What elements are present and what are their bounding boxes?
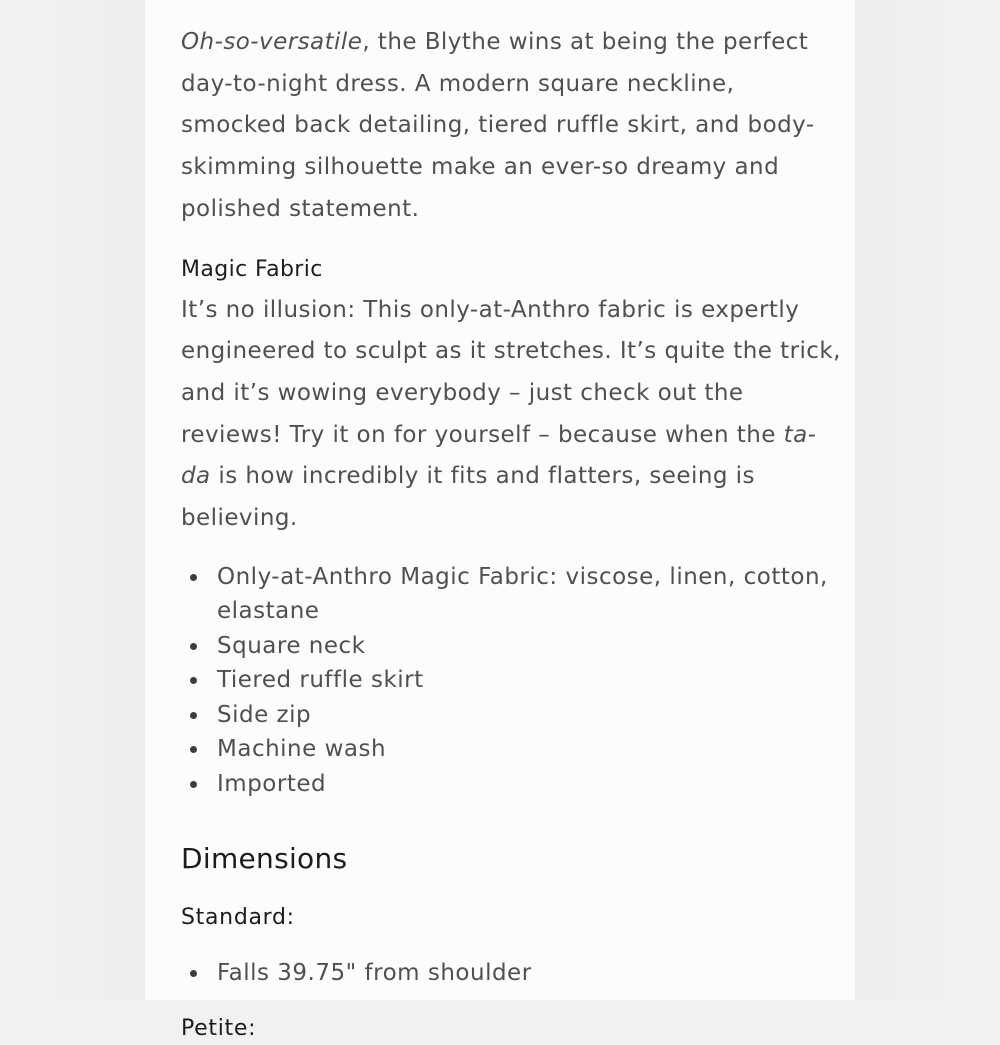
feature-item <box>181 663 841 698</box>
feature-item <box>181 732 841 767</box>
magic-fabric-heading: Magic Fabric <box>181 256 323 282</box>
feature-item-text: Square neck <box>217 632 366 659</box>
bullet-dot <box>190 781 197 788</box>
features-list <box>181 560 841 802</box>
bullet-dot <box>190 574 197 581</box>
bullet-dot <box>190 746 197 753</box>
feature-item <box>181 767 841 802</box>
bullet-dot <box>190 970 197 977</box>
description-intro-italic: Oh-so-versatile <box>181 29 363 55</box>
standard-label: Standard: <box>181 905 295 931</box>
feature-item <box>181 560 841 629</box>
standard-dimensions-list <box>181 956 841 990</box>
background-right <box>855 0 1000 1000</box>
magic-fabric-paragraph <box>181 290 841 540</box>
feature-item-text: Tiered ruffle skirt <box>217 667 424 694</box>
bullet-dot <box>190 712 197 719</box>
bullet-dot <box>190 643 197 650</box>
magic-fabric-italic: ta-da <box>181 421 817 490</box>
feature-item-text: Imported <box>217 770 327 797</box>
feature-item-text: Only-at-Anthro Magic Fabric: viscose, linen, cotton, elastane <box>217 563 828 625</box>
magic-fabric-text-1: It’s no illusion: This only-at-Anthro fabric is expertly engineered to sculpt as it stretches. It’s quite the trick, and it’s wowing everybody – just check out the reviews! Try it on for yourself – because when the <box>181 296 841 448</box>
magic-fabric-text-2: is how incredibly it fits and flatters, seeing is believing. <box>181 463 755 532</box>
dimensions-title: Dimensions <box>181 842 348 876</box>
feature-item <box>181 629 841 664</box>
background-left <box>0 0 145 1000</box>
feature-item-text: Machine wash <box>217 736 387 763</box>
feature-item <box>181 698 841 733</box>
description-paragraph <box>181 22 841 231</box>
dimension-item <box>181 956 841 990</box>
feature-item-text: Side zip <box>217 701 312 728</box>
product-details-content <box>181 22 841 1045</box>
dimension-item-text: Falls 39.75" from shoulder <box>217 960 532 987</box>
description-intro-text: , the Blythe wins at being the perfect day-to-night dress. A modern square neckline, smocked back detailing, tiered ruffle skirt, and body-skimming silhouette make an ever-so dreamy and polished statement. <box>181 29 815 222</box>
petite-label: Petite: <box>181 1016 257 1042</box>
bullet-dot <box>190 677 197 684</box>
product-details-panel <box>145 0 855 1042</box>
